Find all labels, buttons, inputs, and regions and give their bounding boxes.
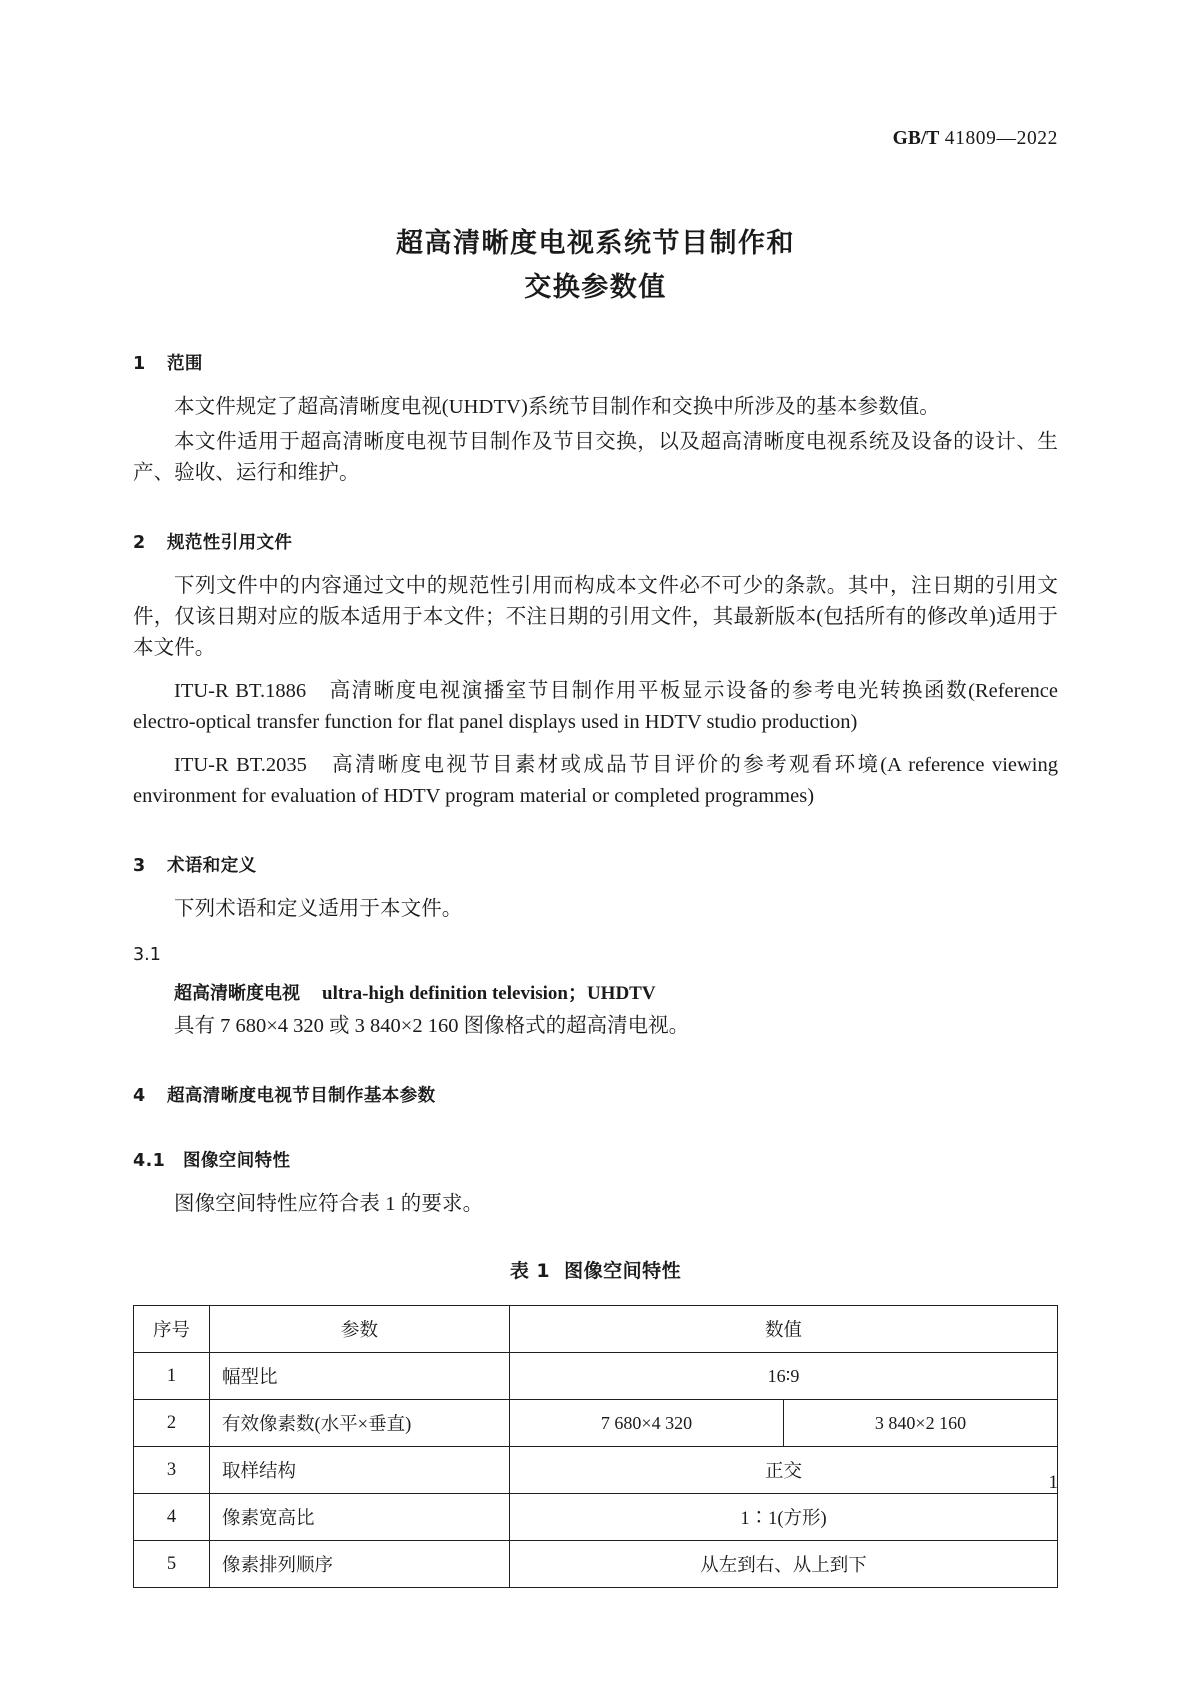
table-row (134, 1353, 1058, 1400)
page-header (893, 128, 1058, 150)
row-param: 幅型比 (210, 1353, 510, 1400)
term-entry (174, 978, 1058, 1005)
row-no: 2 (134, 1400, 210, 1447)
row-value: 从左到右、从上到下 (510, 1541, 1058, 1588)
table-caption (133, 1256, 1058, 1283)
table-caption-title: 图像空间特性 (564, 1260, 682, 1282)
table-header-value: 数值 (510, 1306, 1058, 1353)
clause-heading-1 (133, 350, 1058, 375)
term-name-cn: 超高清晰度电视 (174, 983, 300, 1004)
normative-reference-2: ITU-R BT.2035 高清晰度电视节目素材或成品节目评价的参考观看环境(A reference viewing environment for evaluation of HDTV program material or completed programmes) (133, 754, 1058, 807)
clause-1-paragraph-1: 本文件规定了超高清晰度电视(UHDTV)系统节目制作和交换中所涉及的基本参数值。 (174, 396, 940, 418)
table-body (134, 1353, 1058, 1588)
table-caption-label: 表 1 (509, 1260, 551, 1282)
row-value-4k: 3 840×2 160 (784, 1400, 1058, 1447)
standard-number: 41809—2022 (944, 128, 1058, 149)
term-entry-number: 3.1 (133, 945, 161, 965)
clause-3-paragraph-1: 下列术语和定义适用于本文件。 (174, 898, 463, 920)
row-no: 4 (134, 1494, 210, 1541)
table-row (134, 1400, 1058, 1447)
clause-title-1: 范围 (167, 354, 203, 374)
clause-number-3: 3 (133, 856, 146, 876)
row-no: 5 (134, 1541, 210, 1588)
page-number: 1 (1048, 1472, 1058, 1493)
clause-number-1: 1 (133, 354, 146, 374)
row-param: 有效像素数(水平×垂直) (210, 1400, 510, 1447)
term-name-en: ultra-high definition television；UHDTV (322, 983, 656, 1004)
row-value-8k: 7 680×4 320 (510, 1400, 784, 1447)
clause-title-2: 规范性引用文件 (167, 533, 293, 553)
row-no: 1 (134, 1353, 210, 1400)
row-no: 3 (134, 1447, 210, 1494)
clause-number-4-1: 4.1 (133, 1151, 166, 1171)
row-param: 像素排列顺序 (210, 1541, 510, 1588)
clause-4-1-paragraph-1: 图像空间特性应符合表 1 的要求。 (174, 1193, 484, 1215)
row-param: 像素宽高比 (210, 1494, 510, 1541)
row-value: 16∶9 (510, 1353, 1058, 1400)
title-line-1: 超高清晰度电视系统节目制作和 (396, 228, 795, 259)
clause-title-3: 术语和定义 (167, 856, 257, 876)
page-title (133, 222, 1058, 310)
clause-title-4: 超高清晰度电视节目制作基本参数 (167, 1086, 436, 1106)
table-row (134, 1494, 1058, 1541)
clause-number-4: 4 (133, 1086, 146, 1106)
row-value: 正交 (510, 1447, 1058, 1494)
clause-2-paragraph-1: 下列文件中的内容通过文中的规范性引用而构成本文件必不可少的条款。其中，注日期的引用文件，仅该日期对应的版本适用于本文件；不注日期的引用文件，其最新版本(包括所有的修改单)适用于本文件。 (133, 575, 1058, 659)
title-line-2: 交换参数值 (524, 272, 667, 303)
clause-number-2: 2 (133, 533, 146, 553)
standard-code: GB/T (892, 128, 940, 149)
clause-title-4-1: 图像空间特性 (183, 1151, 291, 1171)
row-param: 取样结构 (210, 1447, 510, 1494)
table-header-row (134, 1306, 1058, 1353)
table-row (134, 1447, 1058, 1494)
normative-reference-1: ITU-R BT.1886 高清晰度电视演播室节目制作用平板显示设备的参考电光转换函数(Reference electro-optical transfer function for flat panel displays used in HDTV studio production) (133, 680, 1058, 733)
image-spatial-characteristics-table (133, 1305, 1058, 1588)
clause-heading-3 (133, 852, 1058, 877)
row-value: 1∶1(方形) (510, 1494, 1058, 1541)
clause-1-paragraph-2: 本文件适用于超高清晰度电视节目制作及节目交换，以及超高清晰度电视系统及设备的设计、生产、验收、运行和维护。 (133, 431, 1058, 484)
clause-heading-2 (133, 529, 1058, 554)
term-definition: 具有 7 680×4 320 或 3 840×2 160 图像格式的超高清电视。 (174, 1015, 690, 1037)
table-header-no: 序号 (134, 1306, 210, 1353)
document-body (133, 200, 1058, 1588)
clause-heading-4 (133, 1082, 1058, 1107)
table-header-param: 参数 (210, 1306, 510, 1353)
clause-heading-4-1 (133, 1147, 1058, 1172)
table-row (134, 1541, 1058, 1588)
